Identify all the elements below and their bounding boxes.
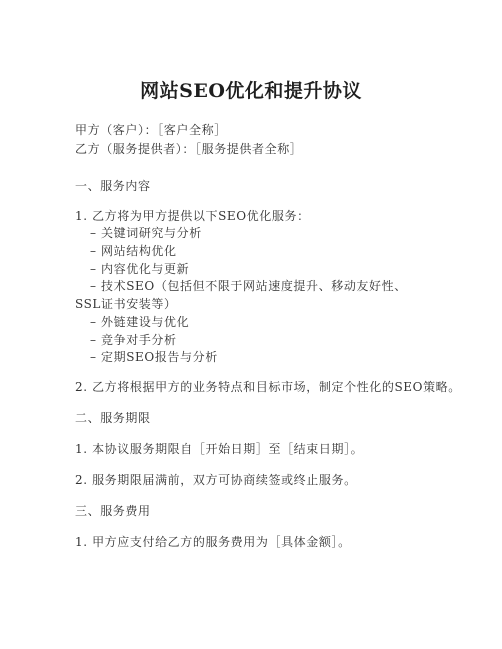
- section-2-heading: 二、服务期限: [75, 411, 151, 425]
- party-b-line: 乙方（服务提供者）：［服务提供者全称］: [75, 142, 303, 156]
- section-1-heading: 一、服务内容: [75, 179, 151, 193]
- service-item-keyword-research: – 关键词研究与分析: [90, 226, 202, 240]
- service-item-technical-seo: – 技术SEO（包括但不限于网站速度提升、移动友好性、SSL证书安装等）: [75, 279, 407, 311]
- document-title: 网站SEO优化和提升协议: [140, 80, 362, 102]
- section-3-clause-1: 1. 甲方应支付给乙方的服务费用为［具体金额］。: [75, 535, 351, 549]
- party-a-line: 甲方（客户）：［客户全称］: [75, 123, 227, 137]
- section-1-clause-2: 2. 乙方将根据甲方的业务特点和目标市场，制定个性化的SEO策略。: [75, 380, 461, 394]
- section-2-clause-1: 1. 本协议服务期限自［开始日期］至［结束日期］。: [75, 442, 364, 456]
- service-item-reports: – 定期SEO报告与分析: [90, 350, 218, 364]
- service-item-backlinks: – 外链建设与优化: [90, 315, 190, 329]
- section-3-heading: 三、服务费用: [75, 504, 151, 518]
- service-item-competitor-analysis: – 竞争对手分析: [90, 333, 177, 347]
- service-item-content: – 内容优化与更新: [90, 262, 190, 276]
- section-1-clause-1: 1. 乙方将为甲方提供以下SEO优化服务：: [75, 209, 310, 223]
- section-2-clause-2: 2. 服务期限届满前，双方可协商续签或终止服务。: [75, 473, 357, 487]
- service-item-site-structure: – 网站结构优化: [90, 244, 177, 258]
